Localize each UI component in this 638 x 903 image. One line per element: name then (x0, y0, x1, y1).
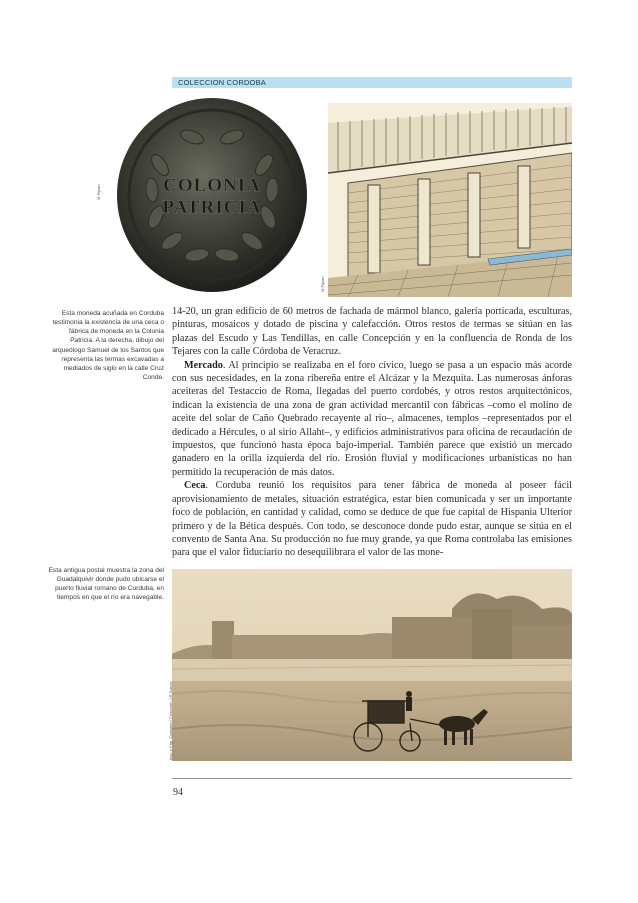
footer-rule (172, 778, 572, 779)
coin-photo-credit: M.Pijoan (96, 184, 101, 200)
page-number: 94 (173, 787, 183, 798)
postcard-caption: Esta antigua postal muestra la zona del Guadalquivir donde pudo ubicarse el puerto fluvial romano de Corduba, en tiempos en que el río era navegable. (48, 567, 164, 602)
drawing-credit: M.Pijoan (320, 276, 325, 292)
market-text: . Al principio se realizaba en el foro cívico, luego se pasa a un espacio más acorde con sus necesidades, en la zona ribereña entre el Alcázar y la Mezquita. Las numerosas ánforas aceiteras del Testaccio de Roma, llegadas del puerto cordobés, y otros restos arquitectónicos, indican la existencia de una zona de gran actividad mercantil con fábricas –como el molino de aceite del solar de Caño Quebrado recayente al río–, almacenes, templos –representados por el dedicado a Hércules, o al sirio Allaht–, y edificios administrativos para oficina de recaudación de impuestos, que funcionó hasta época bajo-imperial. También parece que existió un mercado ganadero en la orilla izquierda del río. Erosión fluvial y modificaciones urbanísticas no han permitido la recuperación de más datos. (172, 359, 572, 478)
collection-title: COLECCION CORDOBA (178, 78, 266, 87)
coin-legend-line2: PATRICIA (162, 197, 262, 218)
collection-header (172, 77, 572, 88)
article-body (172, 305, 572, 560)
coin-caption: Esta moneda acuñada en Corduba testimonia la existencia de una ceca o fábrica de moneda en la Colonia Patricia. A la derecha, dibujo del arqueólogo Samuel de los Santos que representa las termas excavadas a mediados de siglo en la calle Cruz Conde. (52, 310, 164, 382)
mint-text: . Corduba reunió los requisitos para tener fábrica de moneda al poseer fácil aprovisionamiento de metales, situación estratégica, estar bien comunicada y ser un importante foco de población, en cantidad y calidad, como se deduce de que fue capital de Hispania Ulterior primero y de la Bética después. Con todo, se desconoce donde pudo estar, aunque se sitúa en el convento de Santa Ana. Su producción no fue muy grande, ya que Roma controlaba las emisiones para que el valor fiduciario no desequilibrara el valor de las mone- (172, 480, 572, 559)
coin-legend-line1: COLONIA (163, 175, 261, 196)
paragraph-mint (172, 479, 572, 559)
photo-credit: Imp. y Pap. Castuera / Colección J.R.Garcia (168, 681, 173, 760)
paragraph-baths: 14-20, un gran edificio de 60 metros de fachada de mármol blanco, galería porticada, esculturas, pinturas, mosaicos y dotado de piscina y calefacción. Otros restos de termas se sitúan en las plazas del Escudo y Las Tendillas, en calle Concepción y en la confluencia de Ronda de los Tejares con la calle Córdoba de Veracruz. (172, 306, 572, 358)
coin-photo (112, 95, 312, 295)
baths-drawing (328, 103, 572, 297)
mint-heading: Ceca (184, 480, 206, 492)
market-heading: Mercado (184, 359, 223, 371)
postcard-photo (172, 569, 572, 761)
paragraph-market (172, 359, 572, 480)
